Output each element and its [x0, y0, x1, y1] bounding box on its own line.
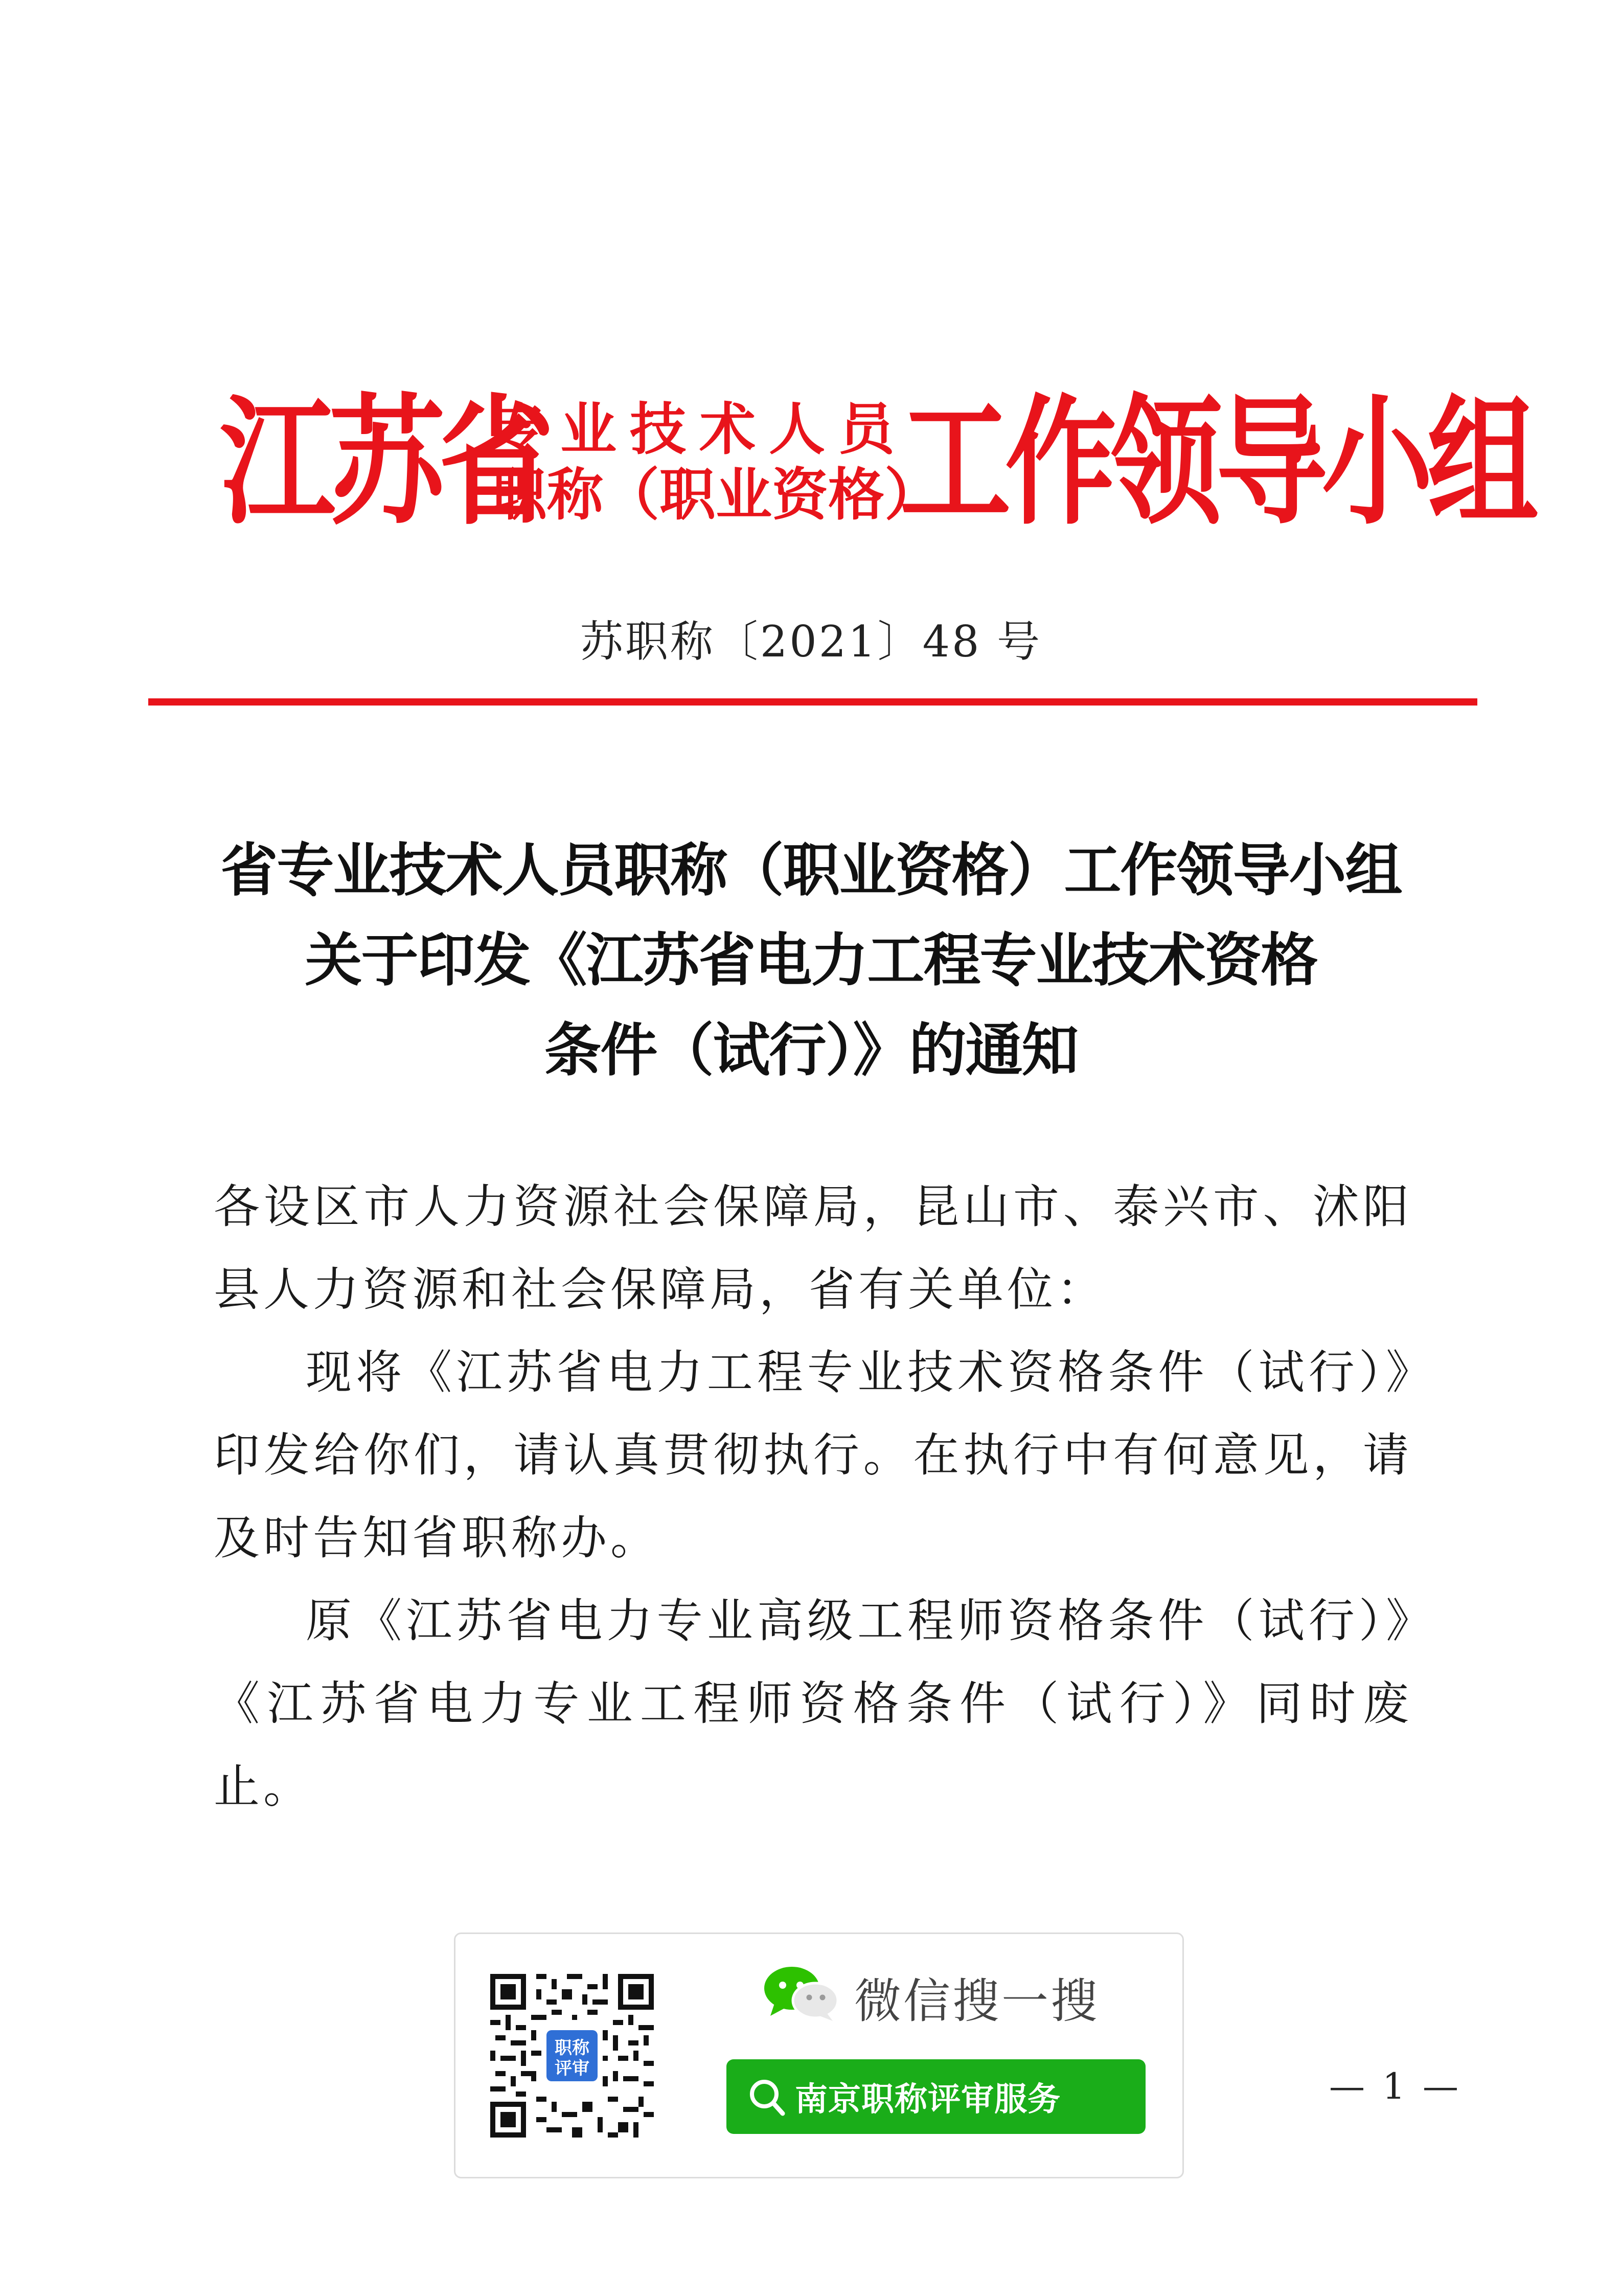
title-line2: 关于印发《江苏省电力工程专业技术资格	[305, 927, 1317, 994]
search-icon	[747, 2074, 788, 2120]
title-line3: 条件（试行）》的通知	[544, 1017, 1078, 1084]
page-number: — 1 —	[1329, 2065, 1462, 2107]
title-line1: 省专业技术人员职称（职业资格）工作领导小组	[220, 837, 1402, 904]
svg-text:职称: 职称	[555, 2038, 589, 2058]
document-title	[0, 826, 1622, 1096]
header-middle-line2: 职称（职业资格）	[491, 462, 941, 528]
document-number: 苏职称〔2021〕48 号	[580, 617, 1042, 667]
red-divider	[148, 698, 1477, 706]
search-button[interactable]	[726, 2059, 1146, 2134]
issuer-header	[220, 378, 1533, 547]
header-middle-line1: 专业技术人员	[491, 397, 908, 463]
addressee: 各设区市人力资源社会保障局，昆山市、泰兴市、沭阳县人力资源和社会保障局，省有关单位：	[214, 1180, 1412, 1316]
wechat-search-card[interactable]	[454, 1933, 1184, 2178]
search-query-text: 南京职称评审服务	[795, 2081, 1061, 2119]
body-paragraph: 原《江苏省电力专业高级工程师资格条件（试行）》《江苏省电力专业工程师资格条件（试行）》同时废止。	[214, 1594, 1412, 1813]
qr-code-icon	[490, 1974, 654, 2138]
wechat-icon	[762, 1965, 839, 2021]
header-group: 工作领导小组	[900, 381, 1533, 544]
svg-text:评审: 评审	[555, 2058, 589, 2079]
header-province: 江苏省	[220, 381, 549, 544]
body-paragraph: 现将《江苏省电力工程专业技术资格条件（试行）》印发给你们，请认真贯彻执行。在执行中有何意见，请及时告知省职称办。	[214, 1346, 1412, 1565]
wechat-search-label: 微信搜一搜	[854, 1974, 1100, 2029]
document-body	[214, 1166, 1412, 1828]
